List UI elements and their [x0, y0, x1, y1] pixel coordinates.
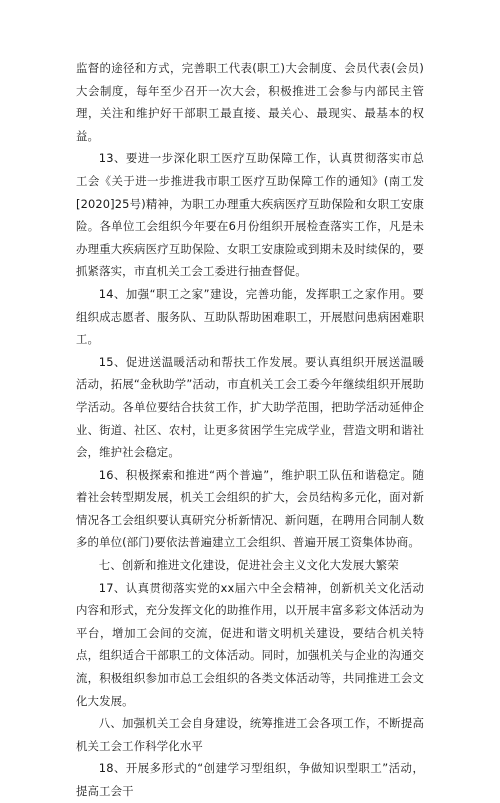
- paragraph-item-15: 15、促进送温暖活动和帮扶工作发展。要认真组织开展送温暖活动，拓展“金秋助学”活动，市直机关工会工委今年继续组织开展助学活动。各单位要结合扶贫工作，扩大助学范围，把助学活动延伸企业、街道、社区、农村，让更多贫困学生完成学业，营造文明和谐社会，维护社会稳定。: [76, 354, 424, 460]
- paragraph-item-18: 18、开展多形式的“创建学习型组织，争做知识型职工”活动，提高工会干: [76, 761, 424, 798]
- paragraph-item-14: 14、加强“职工之家”建设，完善功能，发挥职工之家作用。要组织成志愿者、服务队、互助队帮助困难职工，开展慰问患病困难职工。: [76, 286, 424, 347]
- section-heading-8: 八、加强机关工会自身建设，统筹推进工会各项工作，不断提高机关工会工作科学化水平: [76, 716, 424, 753]
- paragraph-continuation: 监督的途径和方式，完善职工代表(职工)大会制度、会员代表(会员)大会制度，每年至少召开一次大会，积极推进工会参与内部民主管理，关注和维护好干部职工最直接、最关心、最现实、最基本的权益。: [76, 61, 424, 143]
- document-body: [76, 57, 424, 803]
- paragraph-item-17: 17、认真贯彻落实党的xx届六中全会精神，创新机关文化活动内容和形式，充分发挥文化的助推作用，以开展丰富多彩文体活动为平台，增加工会间的交流，促进和谐文明机关建设，要结合机关特点，组织适合干部职工的文体活动。同时，加强机关与企业的沟通交流，积极组织参加市总工会组织的各类文体活动等，共同推进工会文化大发展。: [76, 580, 424, 708]
- paragraph-item-13: 13、要进一步深化职工医疗互助保障工作，认真贯彻落实市总工会《关于进一步推进我市职工医疗互助保障工作的通知》(南工发[2020]25号)精神，为职工办理重大疾病医疗互助保险和女职工安康险。各单位工会组织今年要在6月份组织开展检查落实工作，凡是未办理重大疾病医疗互助保险、女职工安康险或到期未及时续保的，要抓紧落实，市直机关工会工委进行抽查督促。: [76, 151, 424, 279]
- paragraph-item-16: 16、积极探索和推进“两个普遍”，维护职工队伍和谐稳定。随着社会转型期发展，机关工会组织的扩大，会员结构多元化，面对新情况各工会组织要认真研究分析新情况、新问题，在聘用合同制人数多的单位(部门)要依法普遍建立工会组织、普遍开展工资集体协商。: [76, 467, 424, 550]
- section-heading-7: 七、创新和推进文化建设，促进社会主义文化大发展大繁荣: [98, 558, 399, 573]
